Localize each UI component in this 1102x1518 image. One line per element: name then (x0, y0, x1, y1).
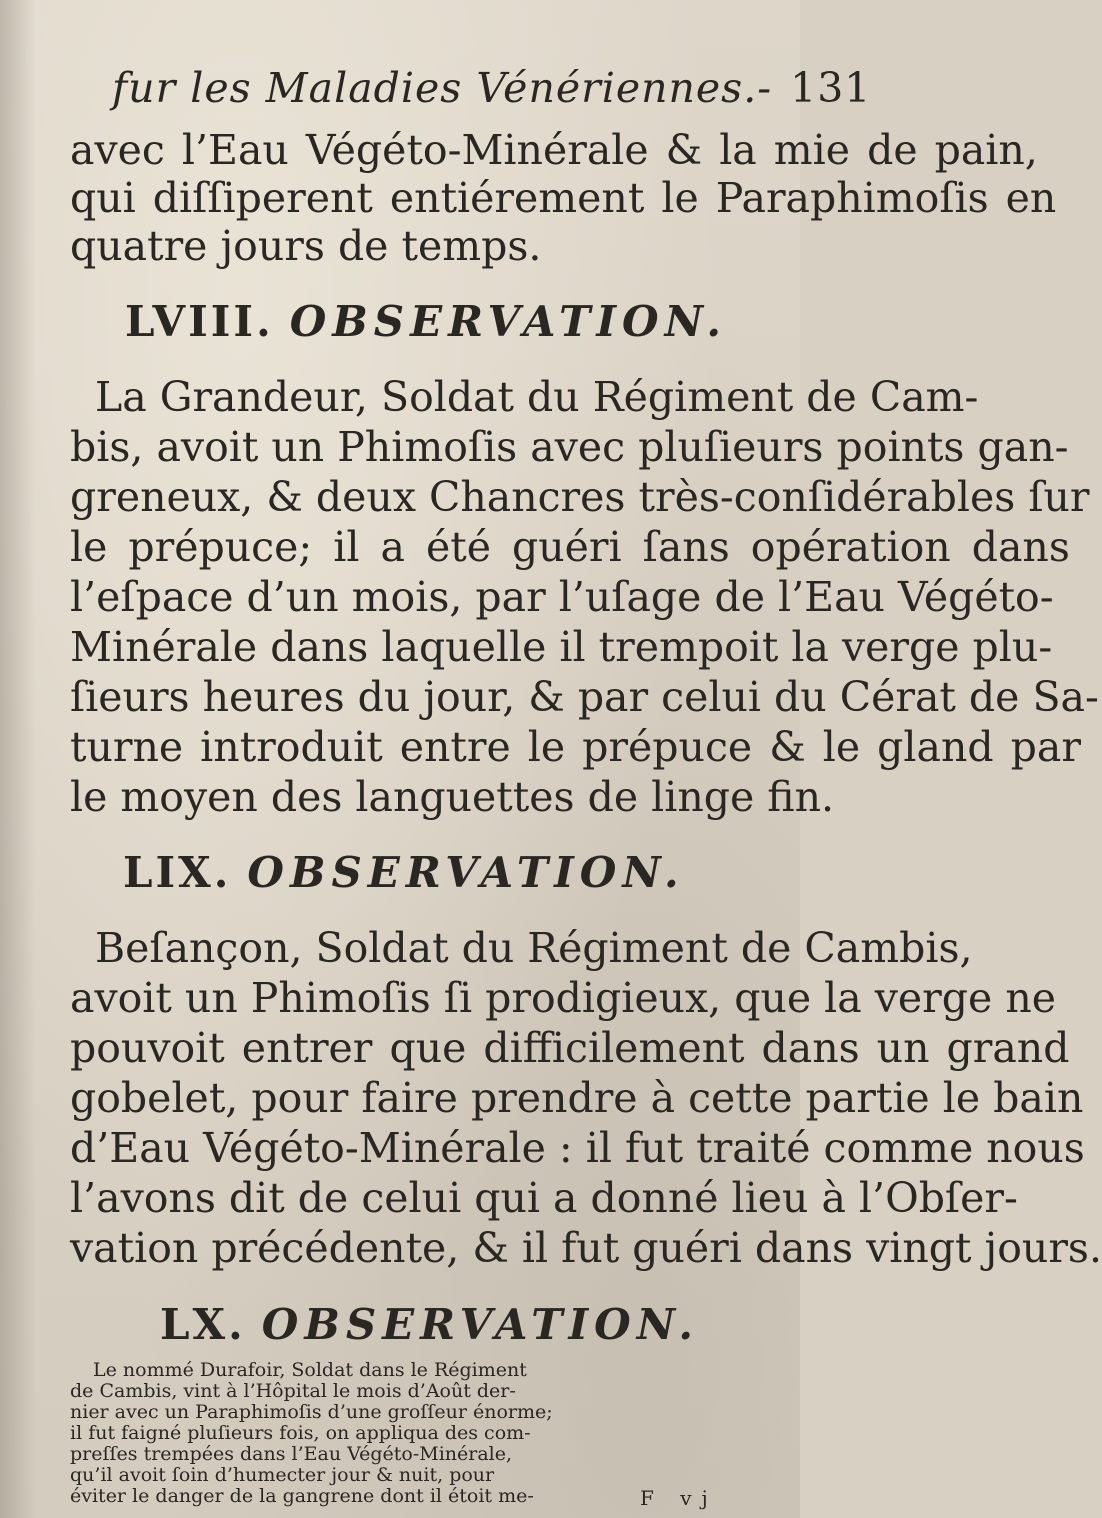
text-line: vation précédente, & il fut guéri dans vingt jours. (70, 1224, 1102, 1272)
text-line: l’eſpace d’un mois, par l’uſage de l’Eau Végéto- (70, 573, 1054, 621)
observation-number: LVIII. (125, 297, 274, 346)
text-line: qui diſſiperent entiérement le Paraphimoſis en (70, 174, 1057, 222)
text-line: La Grandeur, Soldat du Régiment de Cam- (95, 373, 979, 421)
text-line: gobelet, pour faire prendre à cette partie le bain (70, 1074, 1084, 1122)
text-line: avec l’Eau Végéto-Minérale & la mie de pain, (70, 126, 1038, 174)
text-line: Beſançon, Soldat du Régiment de Cambis, (95, 924, 973, 972)
observation-title: OBSERVATION. (247, 848, 685, 897)
text-line: le prépuce; il a été guéri ſans opération dans (70, 523, 1070, 571)
text-line: preſſes trempées dans l’Eau Végéto-Minérale, (70, 1443, 513, 1465)
running-head (112, 64, 871, 112)
text-line: d’Eau Végéto-Minérale : il fut traité comme nous (70, 1124, 1085, 1172)
observation-title: OBSERVATION. (261, 1300, 700, 1349)
observation-number: LX. (160, 1300, 246, 1349)
text-line: pouvoit entrer que difficilement dans un grand (70, 1024, 1070, 1072)
text-line: le moyen des languettes de linge fin. (70, 773, 835, 821)
text-line: ſieurs heures du jour, & par celui du Cérat de Sa- (70, 673, 1099, 721)
page-gutter-shadow (0, 0, 36, 1518)
page-number: 131 (790, 64, 872, 112)
text-line: Le nommé Durafoir, Soldat dans le Régiment (93, 1359, 527, 1381)
text-line: quatre jours de temps. (70, 222, 542, 270)
text-line: nier avec un Paraphimoſis d’une groſſeur énorme; (70, 1401, 553, 1423)
text-line: avoit un Phimoſis ſi prodigieux, que la verge ne (70, 974, 1056, 1022)
observation-heading (125, 297, 727, 346)
running-head-title: fur les Maladies Vénériennes.- (112, 64, 773, 112)
text-line: Minérale dans laquelle il trempoit la verge plu- (70, 623, 1053, 671)
text-line: de Cambis, vint à l’Hôpital le mois d’Août der- (70, 1380, 516, 1402)
observation-heading (160, 1300, 699, 1349)
text-line: il fut faigné pluſieurs fois, on appliqua des com- (70, 1422, 531, 1444)
text-line: l’avons dit de celui qui a donné lieu à l’Obſer- (70, 1174, 1018, 1222)
observation-heading (123, 848, 685, 897)
signature-mark: F vj (640, 1486, 718, 1510)
text-line: bis, avoit un Phimoſis avec pluſieurs points gan- (70, 423, 1069, 471)
text-line: greneux, & deux Chancres très-conſidérables ſur (70, 473, 1090, 521)
observation-number: LIX. (123, 848, 232, 897)
text-line: éviter le danger de la gangrene dont il étoit me- (70, 1485, 534, 1507)
observation-title: OBSERVATION. (289, 297, 727, 346)
text-line: turne introduit entre le prépuce & le gland par (70, 723, 1081, 771)
text-line: qu’il avoit ſoin d’humecter jour & nuit, pour (70, 1464, 495, 1486)
